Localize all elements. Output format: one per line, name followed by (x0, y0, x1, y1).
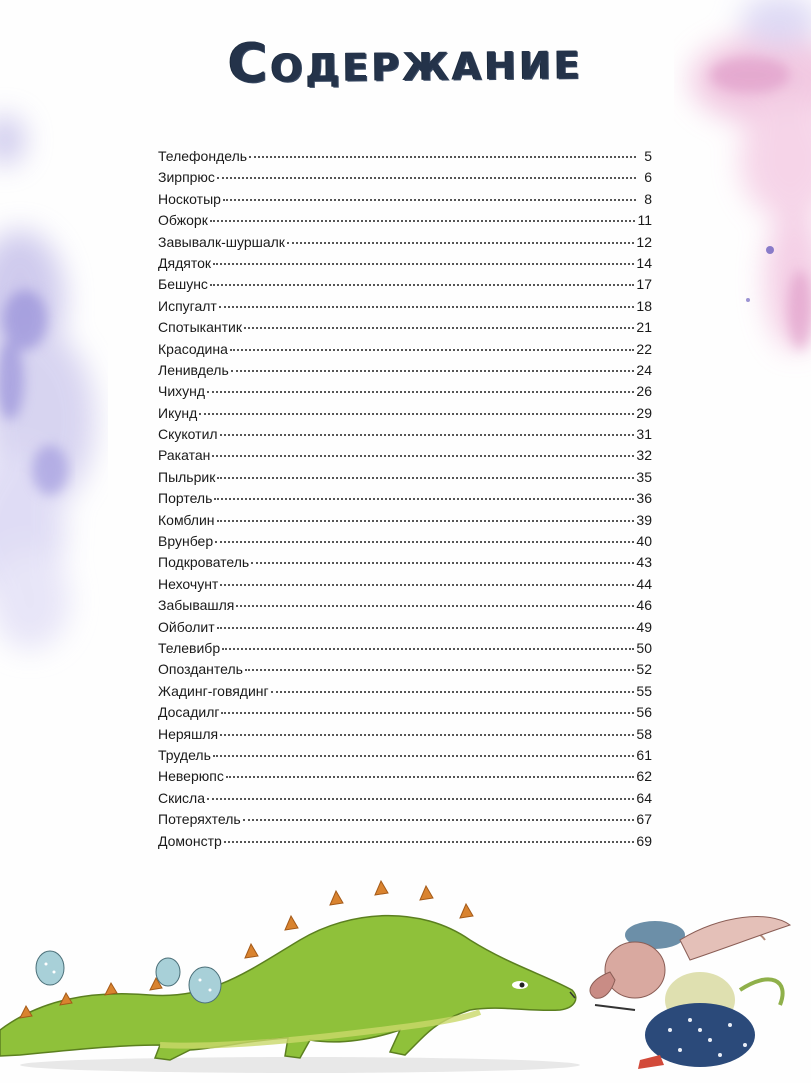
toc-entry-page: 8 (644, 190, 652, 207)
toc-leader-dots (217, 520, 635, 522)
toc-leader-dots (271, 691, 635, 693)
toc-entry-page: 56 (636, 704, 652, 721)
toc-entry-title: Завывалк-шуршалк (158, 233, 285, 250)
toc-leader-dots (219, 306, 635, 308)
toc-entry-page: 46 (636, 597, 652, 614)
toc-entry-title: Досадилг (158, 704, 220, 721)
toc-entry[interactable] (158, 724, 652, 745)
toc-entry[interactable] (158, 510, 652, 531)
toc-entry-title: Жадинг-говядинг (158, 682, 269, 699)
toc-leader-dots (213, 263, 634, 265)
toc-entry-page: 61 (636, 746, 652, 763)
toc-entry-page: 50 (636, 639, 652, 656)
toc-leader-dots (231, 370, 635, 372)
toc-entry[interactable] (158, 809, 652, 830)
toc-entry[interactable] (158, 766, 652, 787)
toc-entry-title: Скукотил (158, 426, 218, 443)
toc-entry[interactable] (158, 317, 652, 338)
toc-entry[interactable] (158, 146, 652, 167)
toc-entry-title: Обжорк (158, 212, 208, 229)
toc-leader-dots (245, 669, 634, 671)
toc-entry-page: 69 (636, 832, 652, 849)
toc-entry-title: Чихунд (158, 383, 206, 400)
toc-leader-dots (214, 498, 634, 500)
toc-leader-dots (287, 242, 634, 244)
toc-entry[interactable] (158, 788, 652, 809)
toc-entry-page: 49 (636, 618, 652, 635)
toc-leader-dots (217, 627, 635, 629)
toc-leader-dots (213, 755, 635, 757)
toc-entry[interactable] (158, 381, 652, 402)
toc-entry-page: 32 (636, 447, 652, 464)
toc-leader-dots (217, 177, 636, 179)
toc-entry-title: Подкрователь (158, 554, 250, 571)
page-title: Содержание (227, 28, 584, 95)
toc-entry-title: Опоздантель (158, 661, 243, 678)
toc-entry-title: Трудель (158, 746, 211, 763)
toc-entry[interactable] (158, 617, 652, 638)
toc-entry-title: Нехочунт (158, 575, 219, 592)
toc-entry-page: 67 (636, 811, 652, 828)
toc-entry[interactable] (158, 831, 652, 852)
toc-leader-dots (220, 734, 634, 736)
toc-entry-title: Ленивдель (158, 361, 229, 378)
toc-entry-page: 44 (636, 575, 652, 592)
toc-leader-dots (223, 199, 636, 201)
toc-leader-dots (210, 284, 634, 286)
toc-entry-page: 31 (636, 426, 652, 443)
toc-leader-dots (243, 819, 635, 821)
dragon-eye (520, 983, 525, 988)
table-of-contents (158, 146, 652, 852)
toc-entry-title: Неряшля (158, 725, 219, 742)
toc-entry-page: 18 (636, 297, 652, 314)
toc-leader-dots (236, 605, 634, 607)
toc-entry[interactable] (158, 167, 652, 188)
toc-entry-title: Комблин (158, 511, 215, 528)
toc-entry-title: Ойболит (158, 618, 215, 635)
toc-entry-title: Дядяток (158, 254, 211, 271)
toc-entry-title: Телефондель (158, 148, 248, 164)
toc-entry-title: Забывашля (158, 597, 235, 614)
toc-entry[interactable] (158, 702, 652, 723)
toc-entry[interactable] (158, 488, 652, 509)
toc-entry-title: Икунд (158, 404, 198, 421)
nose (590, 972, 615, 998)
toc-entry-page: 24 (636, 361, 652, 378)
toc-entry-page: 21 (636, 319, 652, 336)
toc-leader-dots (249, 156, 636, 158)
toc-entry[interactable] (158, 189, 652, 210)
toc-entry-page: 40 (636, 533, 652, 550)
toc-entry-page: 22 (636, 340, 652, 357)
toc-entry-title: Пыльрик (158, 468, 216, 485)
toc-entry-page: 26 (636, 383, 652, 400)
toc-entry-page: 29 (636, 404, 652, 421)
toc-entry-title: Врунбер (158, 533, 214, 550)
toc-entry-page: 58 (636, 725, 652, 742)
toc-entry-title: Домонстр (158, 832, 222, 849)
toc-entry[interactable] (158, 445, 652, 466)
toc-entry[interactable] (158, 339, 652, 360)
toc-leader-dots (222, 648, 634, 650)
toc-entry-page: 14 (636, 254, 652, 271)
toc-entry-page: 17 (636, 276, 652, 293)
toc-entry[interactable] (158, 745, 652, 766)
ear (680, 917, 790, 960)
toc-entry[interactable] (158, 424, 652, 445)
toc-entry-title: Красодина (158, 340, 228, 357)
toc-entry[interactable] (158, 210, 652, 231)
toc-leader-dots (230, 349, 635, 351)
toc-entry[interactable] (158, 296, 652, 317)
toc-entry-page: 35 (636, 468, 652, 485)
toc-entry-page: 36 (636, 490, 652, 507)
toc-entry-page: 6 (644, 169, 652, 186)
dragon-illustration (0, 880, 811, 1083)
toc-entry-title: Скисла (158, 789, 206, 806)
toc-entry[interactable] (158, 274, 652, 295)
toc-entry-page: 11 (637, 212, 652, 229)
toc-entry[interactable] (158, 595, 652, 616)
toc-entry-page: 43 (636, 554, 652, 571)
toc-entry[interactable] (158, 253, 652, 274)
toc-entry-title: Зирпрюс (158, 169, 215, 186)
toc-leader-dots (220, 434, 635, 436)
toc-entry-title: Испугалт (158, 297, 217, 314)
toc-entry-title: Потеряхтель (158, 811, 241, 828)
toc-leader-dots (207, 798, 634, 800)
toc-entry-page: 64 (636, 789, 652, 806)
toc-entry-page: 5 (644, 148, 652, 164)
toc-entry-title: Бешунс (158, 276, 208, 293)
toc-entry-title: Телевибр (158, 639, 221, 656)
toc-entry-page: 55 (636, 682, 652, 699)
toc-leader-dots (207, 391, 634, 393)
toc-leader-dots (212, 455, 634, 457)
toc-entry[interactable] (158, 360, 652, 381)
toc-entry[interactable] (158, 638, 652, 659)
toc-entry-page: 62 (636, 768, 652, 785)
toc-entry[interactable] (158, 232, 652, 253)
toc-entry[interactable] (158, 531, 652, 552)
shoe (638, 1055, 664, 1069)
toc-leader-dots (221, 712, 634, 714)
toc-entry-title: Ракатан (158, 447, 211, 464)
toc-leader-dots (224, 841, 635, 843)
toc-entry[interactable] (158, 574, 652, 595)
toc-entry[interactable] (158, 681, 652, 702)
toc-entry-page: 52 (636, 661, 652, 678)
polka-pants (645, 1003, 755, 1067)
toc-entry-page: 39 (636, 511, 652, 528)
toc-entry-page: 12 (636, 233, 652, 250)
toc-entry[interactable] (158, 467, 652, 488)
toc-entry[interactable] (158, 659, 652, 680)
goblin-illustration (590, 917, 790, 1069)
toc-leader-dots (220, 584, 634, 586)
toc-leader-dots (244, 327, 634, 329)
toc-leader-dots (210, 220, 636, 222)
toc-entry-title: Неверюпс (158, 768, 224, 785)
toc-entry-title: Спотыкантик (158, 319, 242, 336)
toc-leader-dots (199, 413, 634, 415)
toc-entry-title: Носкотыр (158, 190, 221, 207)
toc-leader-dots (217, 477, 634, 479)
toc-entry[interactable] (158, 403, 652, 424)
toc-leader-dots (251, 562, 634, 564)
toc-entry[interactable] (158, 552, 652, 573)
toc-leader-dots (215, 541, 634, 543)
toc-leader-dots (226, 776, 635, 778)
toc-entry-title: Портель (158, 490, 213, 507)
